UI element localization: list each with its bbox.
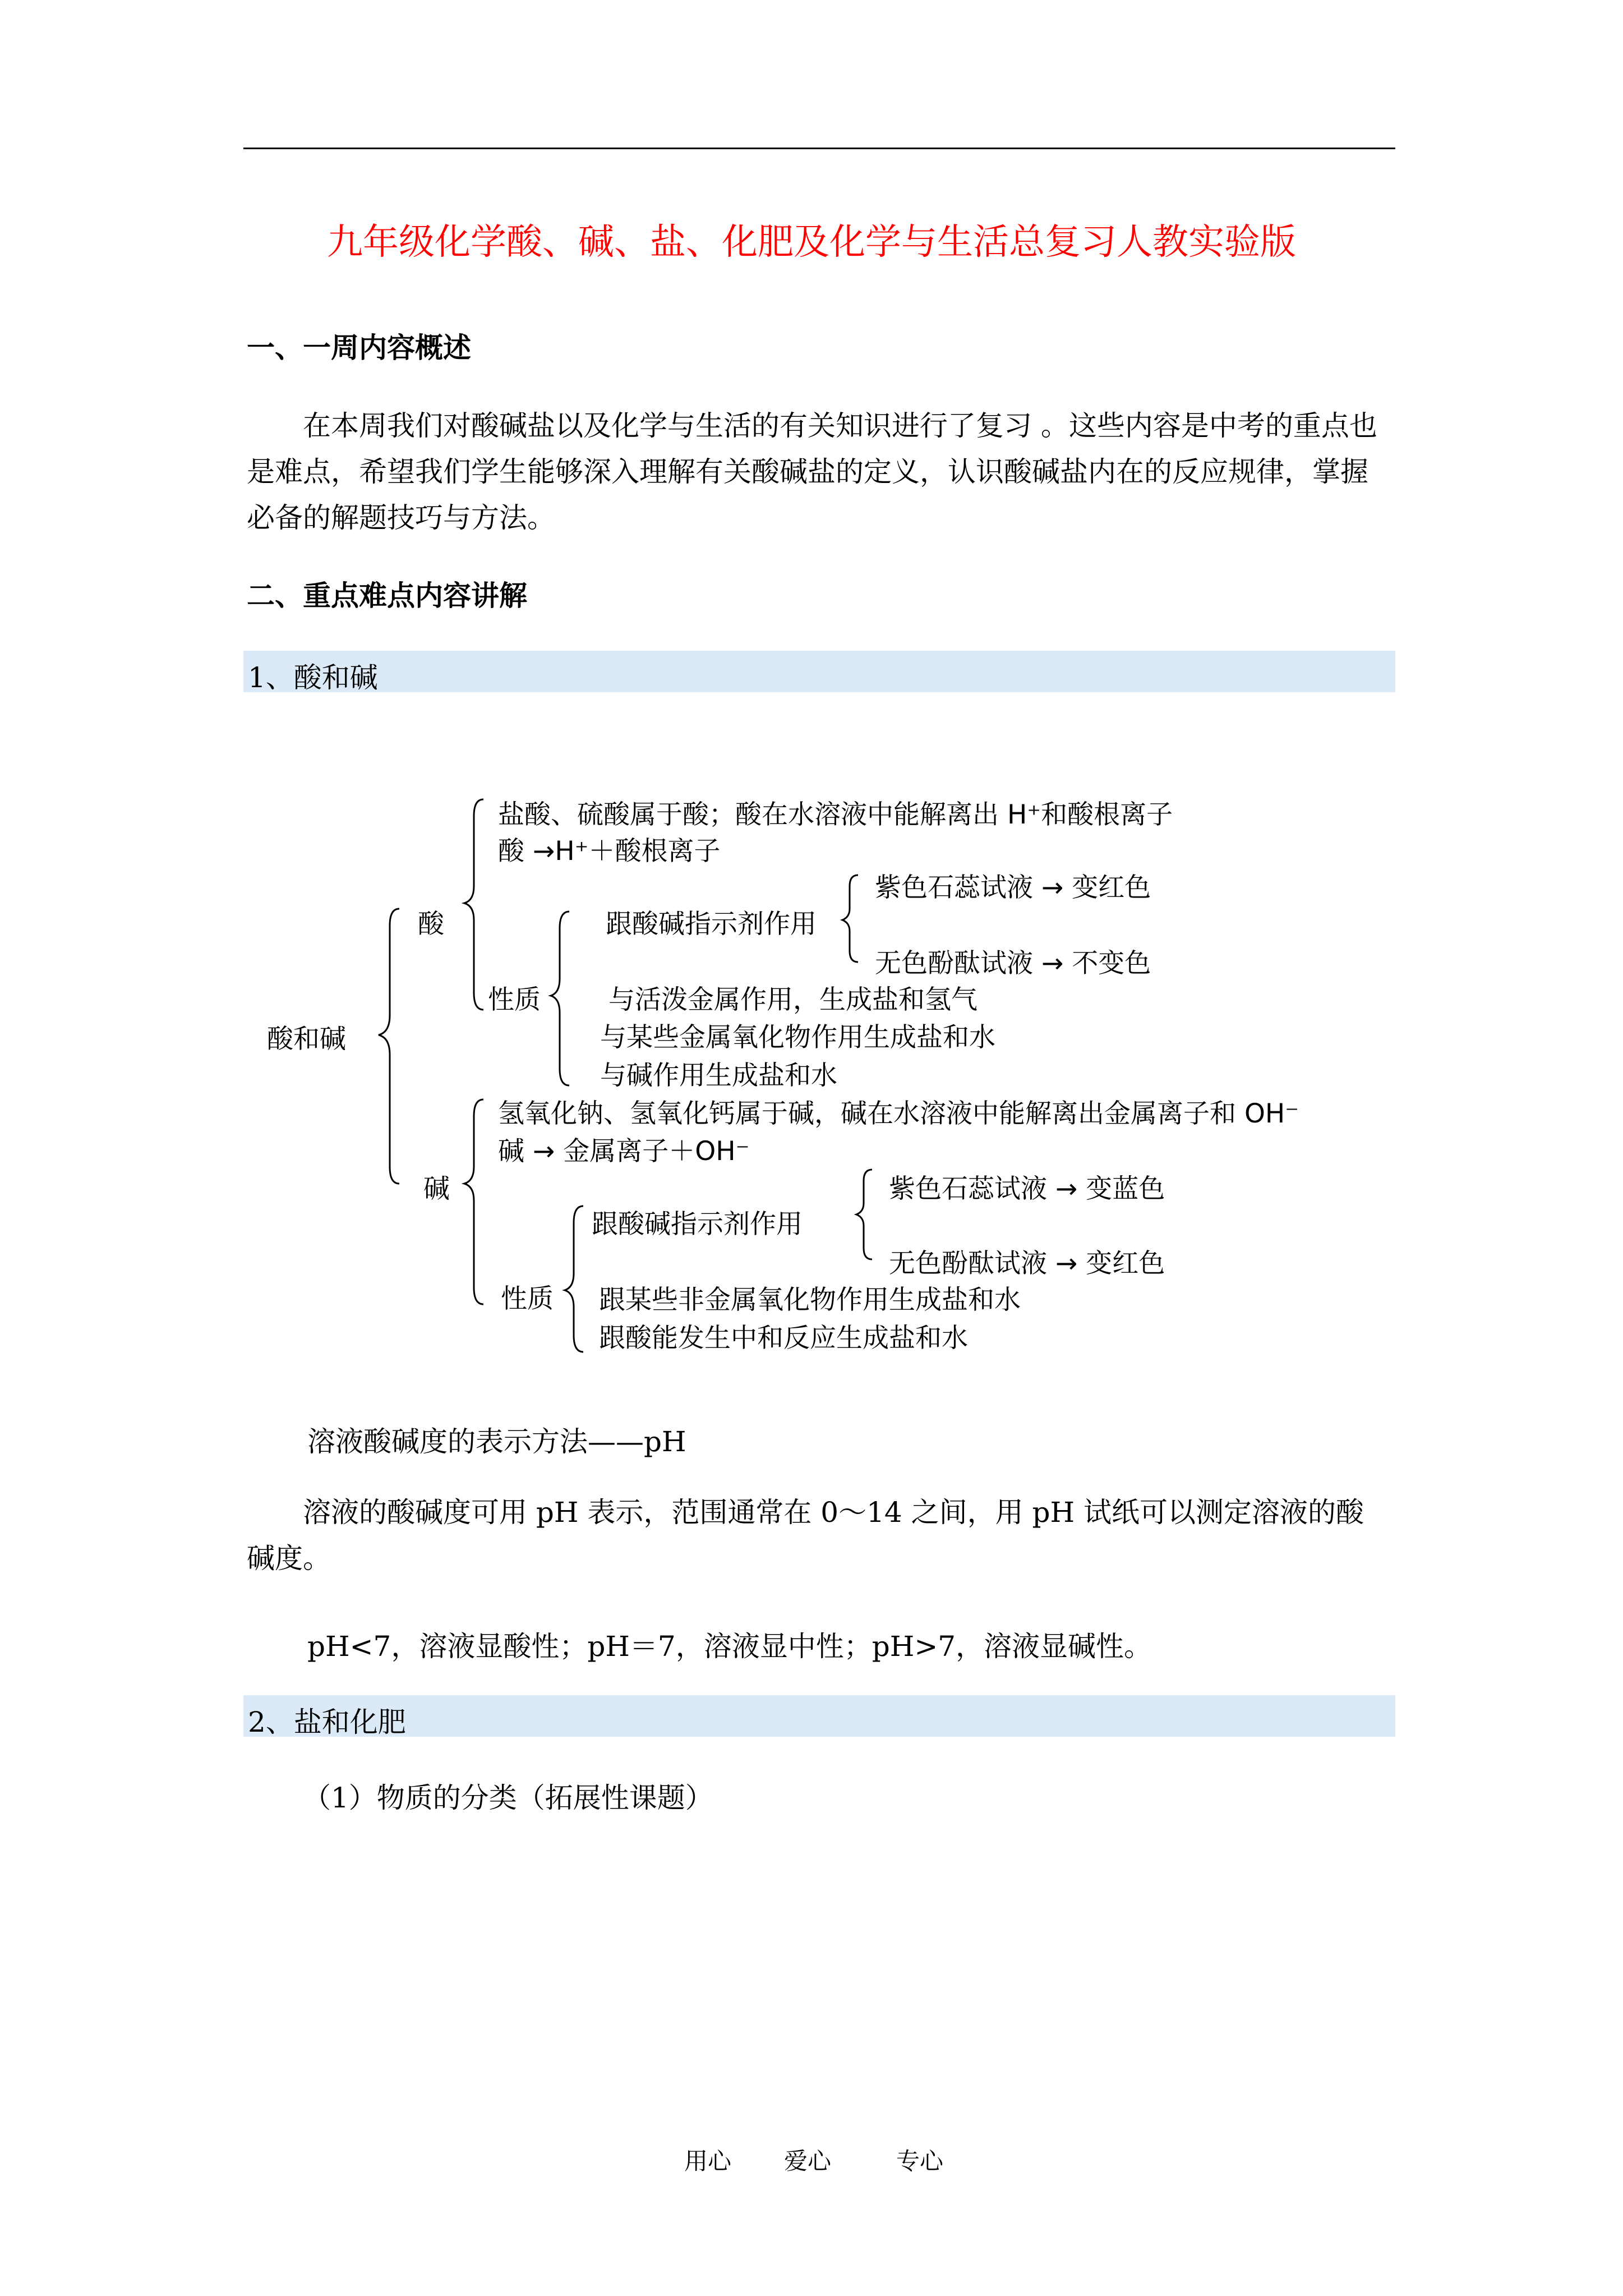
footer-text-1: 用心 — [684, 2147, 732, 2175]
band-acid-base-label: 1、酸和碱 — [248, 661, 378, 694]
ph-paragraph: 溶液的酸碱度可用 pH 表示，范围通常在 0～14 之间，用 pH 试纸可以测定溶液的酸碱度。 — [247, 1496, 1364, 1575]
ph-heading: 溶液酸碱度的表示方法——pH — [307, 1425, 686, 1458]
acid-property-4: 与碱作用生成盐和水 — [600, 1060, 837, 1091]
band-salt-fertilizer — [243, 1695, 1395, 1737]
base-litmus: 紫色石蕊试液 → 变蓝色 — [889, 1174, 1165, 1204]
ph-ranges: pH<7，溶液显酸性；pH＝7，溶液显中性；pH>7，溶液显碱性。 — [307, 1630, 1152, 1663]
section1-paragraph: 在本周我们对酸碱盐以及化学与生活的有关知识进行了复习 。这些内容是中考的重点也是难点，希望我们学生能够深入理解有关酸碱盐的定义，认识酸碱盐内在的反应规律，掌握必备的解题技巧与方法。 — [247, 409, 1377, 534]
acid-property-3: 与某些金属氧化物作用生成盐和水 — [600, 1022, 995, 1053]
acid-indicator: 跟酸碱指示剂作用 — [606, 909, 817, 940]
base-line2: 碱 → 金属离子＋OH⁻ — [498, 1136, 750, 1167]
acid-line2: 酸 →H⁺＋酸根离子 — [498, 836, 721, 867]
acid-line1: 盐酸、硫酸属于酸；酸在水溶液中能解离出 H⁺和酸根离子 — [498, 799, 1173, 830]
base-label: 碱 — [423, 1174, 450, 1204]
base-line1: 氢氧化钠、氢氧化钙属于碱，碱在水溶液中能解离出金属离子和 OH⁻ — [498, 1098, 1299, 1129]
base-indicator: 跟酸碱指示剂作用 — [592, 1209, 803, 1240]
section2-heading: 二、重点难点内容讲解 — [247, 579, 527, 612]
acid-props-label: 性质 — [488, 984, 541, 1015]
sub-heading-classification: （1）物质的分类（拓展性课题） — [303, 1782, 713, 1814]
band-salt-fertilizer-label: 2、盐和化肥 — [248, 1706, 406, 1738]
diagram-root-label: 酸和碱 — [267, 1024, 346, 1055]
acid-property-2: 与活泼金属作用，生成盐和氢气 — [608, 984, 978, 1015]
section1-heading: 一、一周内容概述 — [247, 332, 471, 364]
page-title: 九年级化学酸、碱、盐、化肥及化学与生活总复习人教实验版 — [327, 222, 1296, 263]
footer-text-2: 爱心 — [784, 2147, 832, 2175]
acid-label: 酸 — [418, 909, 444, 940]
footer-text-3: 专心 — [896, 2147, 944, 2175]
base-props-label: 性质 — [501, 1283, 554, 1314]
base-property-3: 跟酸能发生中和反应生成盐和水 — [599, 1323, 968, 1354]
base-property-2: 跟某些非金属氧化物作用生成盐和水 — [599, 1285, 1021, 1315]
acid-litmus: 紫色石蕊试液 → 变红色 — [875, 872, 1151, 903]
acid-phenolphthalein: 无色酚酞试液 → 不变色 — [875, 948, 1151, 979]
base-phenolphthalein: 无色酚酞试液 → 变红色 — [889, 1248, 1165, 1279]
